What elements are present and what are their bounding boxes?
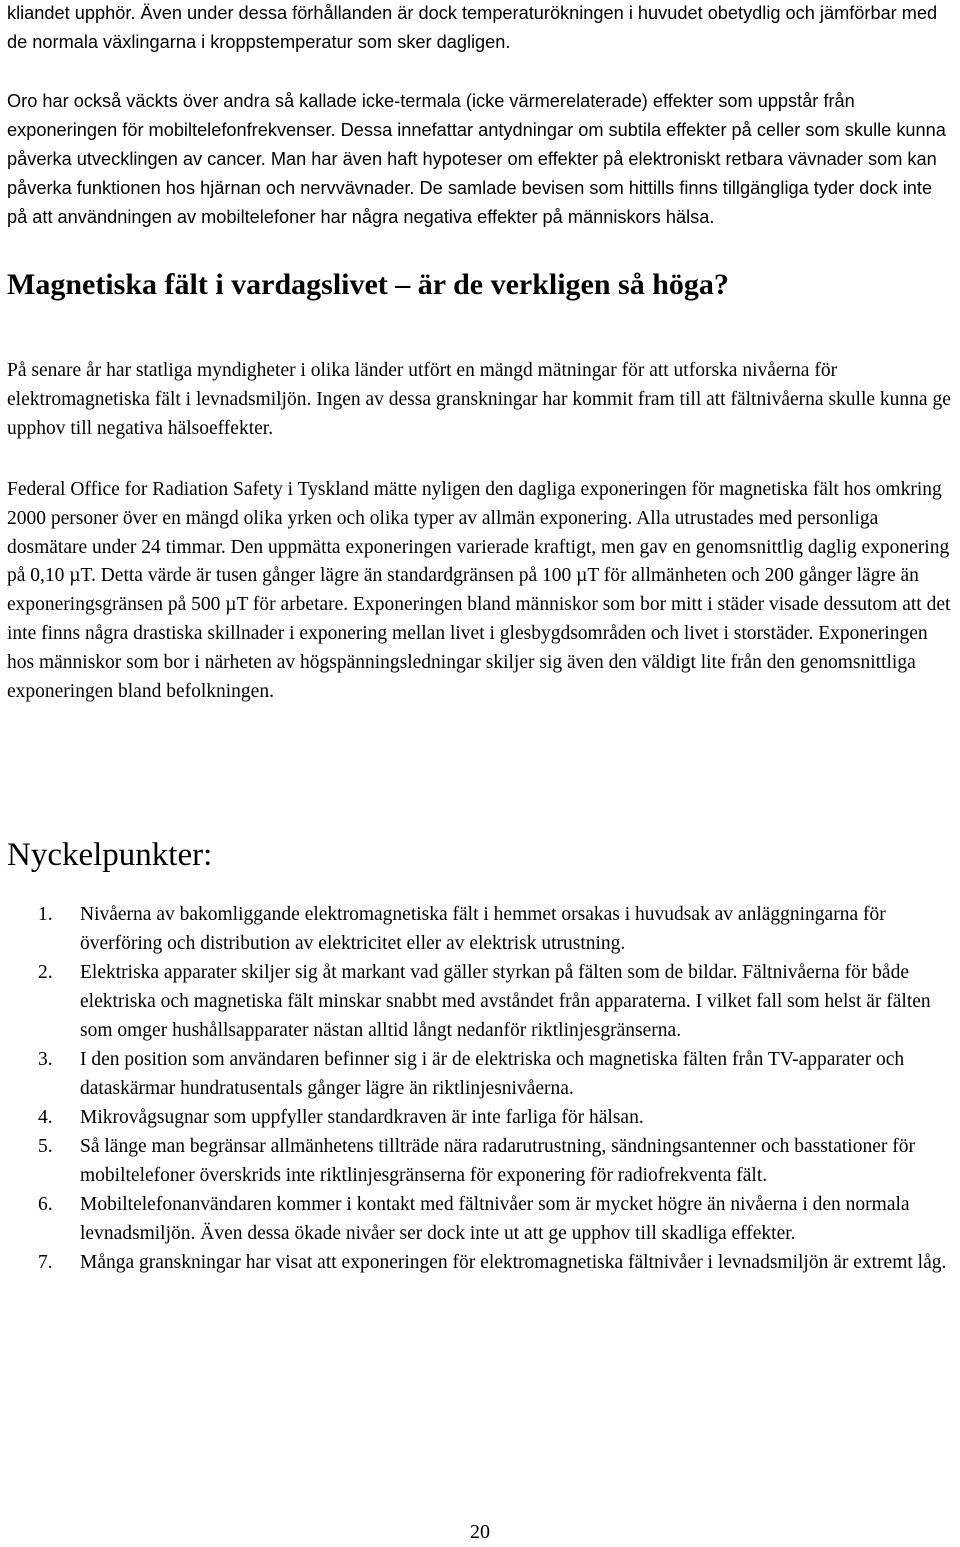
page-number: 20 bbox=[470, 1521, 490, 1543]
section-heading-key-points: Nyckelpunkter: bbox=[7, 837, 213, 873]
federal-office-paragraph: Federal Office for Radiation Safety i Tyskland mätte nyligen den dagliga exponeringen för magnetiska fält hos omkring 2000 personer över en mängd olika yrken och olika typer av allmän exponering. Alla utrustades med personliga dosmätare under 24 timmar. Den uppmätta exponeringen varierade kraftigt, men gav en genomsnittlig daglig exponering på 0,10 µT. Detta värde är tusen gånger lägre än standardgränsen på 100 µT för allmänheten och 200 gånger lägre än exponeringsgränsen på 500 µT för arbetare. Exponeringen bland människor som bor mitt i städer visade dessutom att det inte finns några drastiska skillnader i exponering mellan livet i glesbygdsområden och livet i storstäder. Exponeringen hos människor som bor i närheten av högspänningsledningar skiljer sig även den väldigt lite från den genomsnittliga exponeringen bland befolkningen. bbox=[7, 479, 951, 702]
key-point-number: 4. bbox=[38, 1107, 53, 1128]
key-point-number: 6. bbox=[38, 1194, 53, 1215]
key-point-item bbox=[7, 900, 952, 958]
key-points-list bbox=[7, 900, 952, 1277]
key-point-number: 3. bbox=[38, 1049, 53, 1070]
key-point-number: 2. bbox=[38, 962, 53, 983]
key-point-text: Elektriska apparater skiljer sig åt markant vad gäller styrkan på fälten som de bildar. Fältnivåerna för både elektriska och magnetiska fält minskar snabbt med avståndet från apparaterna. I vilket fall som helst är fälten som omger hushållsapparater nästan alltid långt nedanför riktlinjesgränserna. bbox=[80, 962, 931, 1041]
key-point-item bbox=[7, 1190, 952, 1248]
measurements-paragraph: På senare år har statliga myndigheter i olika länder utfört en mängd mätningar för att utforska nivåerna för elektromagnetiska fält i levnadsmiljön. Ingen av dessa granskningar har kommit fram till att fältnivåerna skulle kunna ge upphov till negativa hälsoeffekter. bbox=[7, 360, 951, 439]
key-point-number: 1. bbox=[38, 904, 53, 925]
key-point-text: Så länge man begränsar allmänhetens tillträde nära radarutrustning, sändningsantenner och basstationer för mobiltelefoner överskrids inte riktlinjesgränserna för exponering för radiofrekventa fält. bbox=[80, 1136, 915, 1186]
key-point-text: Nivåerna av bakomliggande elektromagnetiska fält i hemmet orsakas i huvudsak av anläggningarna för överföring och distribution av elektricitet eller av elektrisk utrustning. bbox=[80, 904, 886, 954]
non-thermal-effects-paragraph: Oro har också väckts över andra så kallade icke-termala (icke värmerelaterade) effekter som uppstår från exponeringen för mobiltelefonfrekvenser. Dessa innefattar antydningar om subtila effekter på celler som skulle kunna påverka utvecklingen av cancer. Man har även haft hypoteser om effekter på elektroniskt retbara vävnader som kan påverka funktionen hos hjärnan och nervvävnader. De samlade bevisen som hittills finns tillgängliga tyder dock inte på att användningen av mobiltelefoner har några negativa effekter på människors hälsa. bbox=[7, 91, 946, 227]
key-point-number: 5. bbox=[38, 1136, 53, 1157]
key-point-item bbox=[7, 1103, 952, 1132]
key-point-item bbox=[7, 1132, 952, 1190]
section-heading-magnetic-fields: Magnetiska fält i vardagslivet – är de verkligen så höga? bbox=[7, 268, 729, 301]
key-point-item bbox=[7, 1045, 952, 1103]
key-point-text: Mikrovågsugnar som uppfyller standardkraven är inte farliga för hälsan. bbox=[80, 1107, 644, 1128]
key-point-text: Mobiltelefonanvändaren kommer i kontakt med fältnivåer som är mycket högre än nivåerna i den normala levnadsmiljön. Även dessa ökade nivåer ser dock inte ut att ge upphov till skadliga effekter. bbox=[80, 1194, 910, 1244]
key-point-text: I den position som användaren befinner sig i är de elektriska och magnetiska fälten från TV-apparater och dataskärmar hundratusentals gånger lägre än riktlinjesnivåerna. bbox=[80, 1049, 905, 1099]
key-point-text: Många granskningar har visat att exponeringen för elektromagnetiska fältnivåer i levnadsmiljön är extremt låg. bbox=[80, 1252, 947, 1273]
key-point-item bbox=[7, 958, 952, 1045]
intro-paragraph: kliandet upphör. Även under dessa förhållanden är dock temperaturökningen i huvudet obetydlig och jämförbar med de normala växlingarna i kroppstemperatur som sker dagligen. bbox=[7, 3, 938, 52]
key-point-item bbox=[7, 1248, 952, 1277]
key-point-number: 7. bbox=[38, 1252, 53, 1273]
